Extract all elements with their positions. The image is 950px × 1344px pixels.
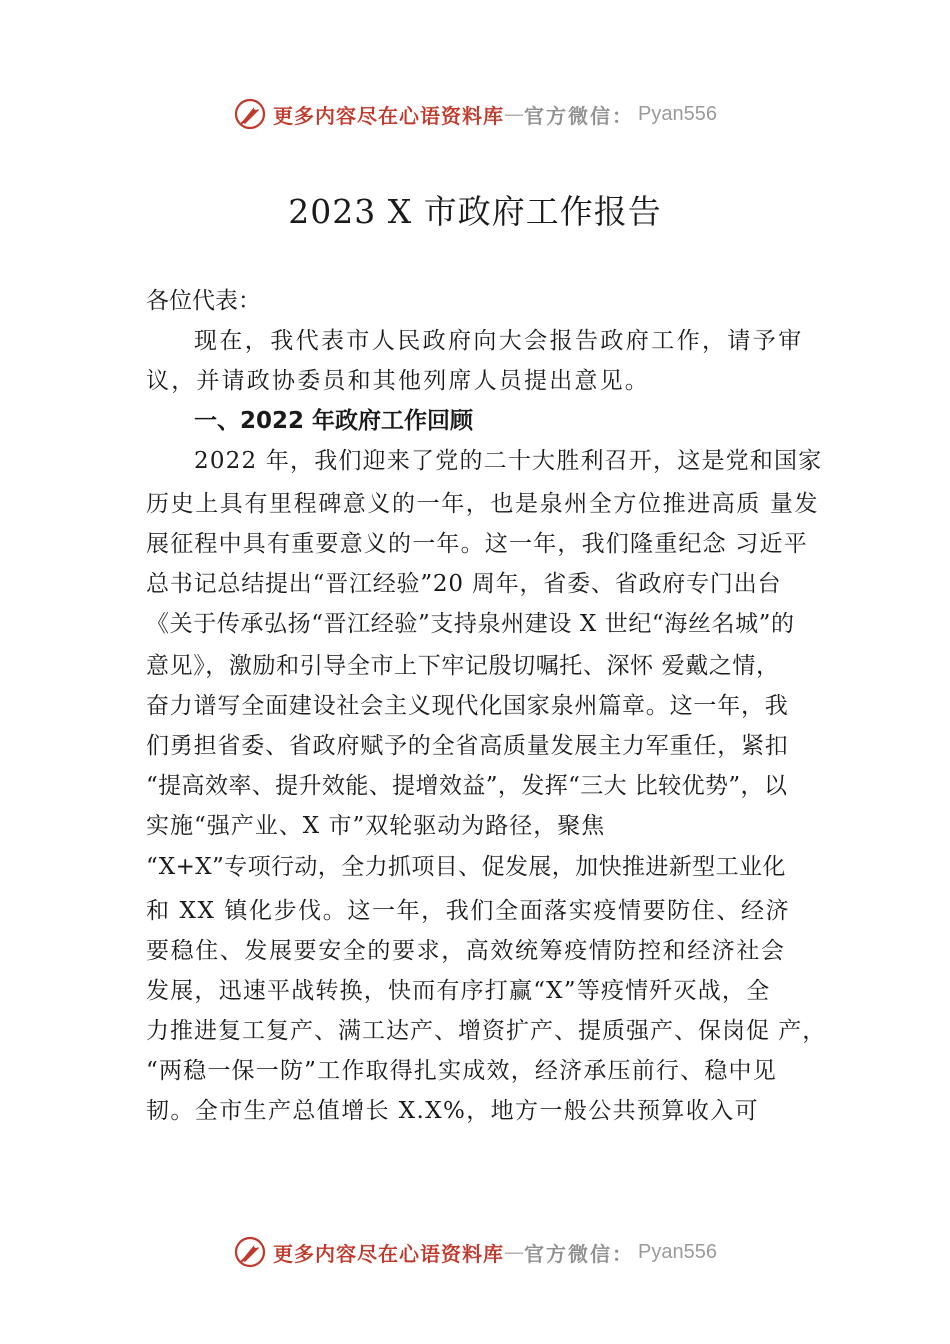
body-line: 要稳住、发展要安全的要求，高效统筹疫情防控和经济社会 [146, 938, 786, 964]
banner-brand-text: 更多内容尽在心语资料库 [273, 1241, 505, 1266]
body-line: 和 XX 镇化步伐。这一年，我们全面落实疫情要防住、经济 [146, 898, 791, 924]
body-line: 们勇担省委、省政府赋予的全省高质量发展主力军重任，紧扣 [146, 733, 789, 759]
body-line: 2022 年，我们迎来了党的二十大胜利召开，这是党和国家 [194, 448, 823, 474]
body-line: 展征程中具有重要意义的一年。这一年，我们隆重纪念 习近平 [146, 531, 808, 557]
top-banner [0, 92, 950, 136]
banner-separator: — [504, 1240, 525, 1264]
banner-brand-text: 更多内容尽在心语资料库 [273, 103, 505, 128]
banner-wechat-label: 官方微信： [524, 1241, 635, 1266]
body-line: “两稳一保一防”工作取得扎实成效，经济承压前行、稳中见 [146, 1058, 777, 1084]
body-line: 总书记总结提出“晋江经验”20 周年，省委、省政府专门出台 [146, 571, 782, 597]
body-line: 历史上具有里程碑意义的一年，也是泉州全方位推进高质 量发 [146, 491, 820, 517]
body-line: 韧。全市生产总值增长 X.X%，地方一般公共预算收入可 [146, 1098, 760, 1124]
body-line: 奋力谱写全面建设社会主义现代化国家泉州篇章。这一年，我 [146, 693, 789, 719]
body-line: 意见》，激励和引导全市上下牢记殷切嘱托、深怀 爱戴之情， [146, 653, 780, 679]
body-line: 《关于传承弘扬“晋江经验”支持泉州建设 X 世纪“海丝名城”的 [146, 611, 795, 637]
body-line: “提高效率、提升效能、提增效益”，发挥“三大 比较优势”，以 [146, 773, 788, 799]
body-line: 议，并请政协委员和其他列席人员提出意见。 [146, 368, 650, 394]
body-line: 力推进复工复产、满工达产、增资扩产、提质强产、保岗促 产， [146, 1018, 827, 1044]
pen-nib-circle-icon [233, 1235, 267, 1269]
body-line: “X+X”专项行动，全力抓项目、促发展，加快推进新型工业化 [146, 854, 786, 880]
banner-separator: — [504, 102, 525, 126]
banner-wechat-label: 官方微信： [524, 103, 635, 128]
banner-wechat-id: Pyan556 [638, 1240, 717, 1263]
document-title: 2023 X 市政府工作报告 [288, 192, 662, 231]
pen-nib-circle-icon [233, 97, 267, 131]
body-line: 发展，迅速平战转换，快而有序打赢“X”等疫情歼灭战，全 [146, 978, 771, 1004]
banner-wechat-id: Pyan556 [638, 102, 717, 125]
salutation: 各位代表： [146, 288, 261, 314]
bottom-banner [0, 1230, 950, 1274]
body-line: 实施“强产业、X 市”双轮驱动为路径，聚焦 [146, 813, 606, 839]
section-heading: 一、2022 年政府工作回顾 [194, 408, 474, 434]
body-line: 现在，我代表市人民政府向大会报告政府工作，请予审 [194, 328, 804, 354]
